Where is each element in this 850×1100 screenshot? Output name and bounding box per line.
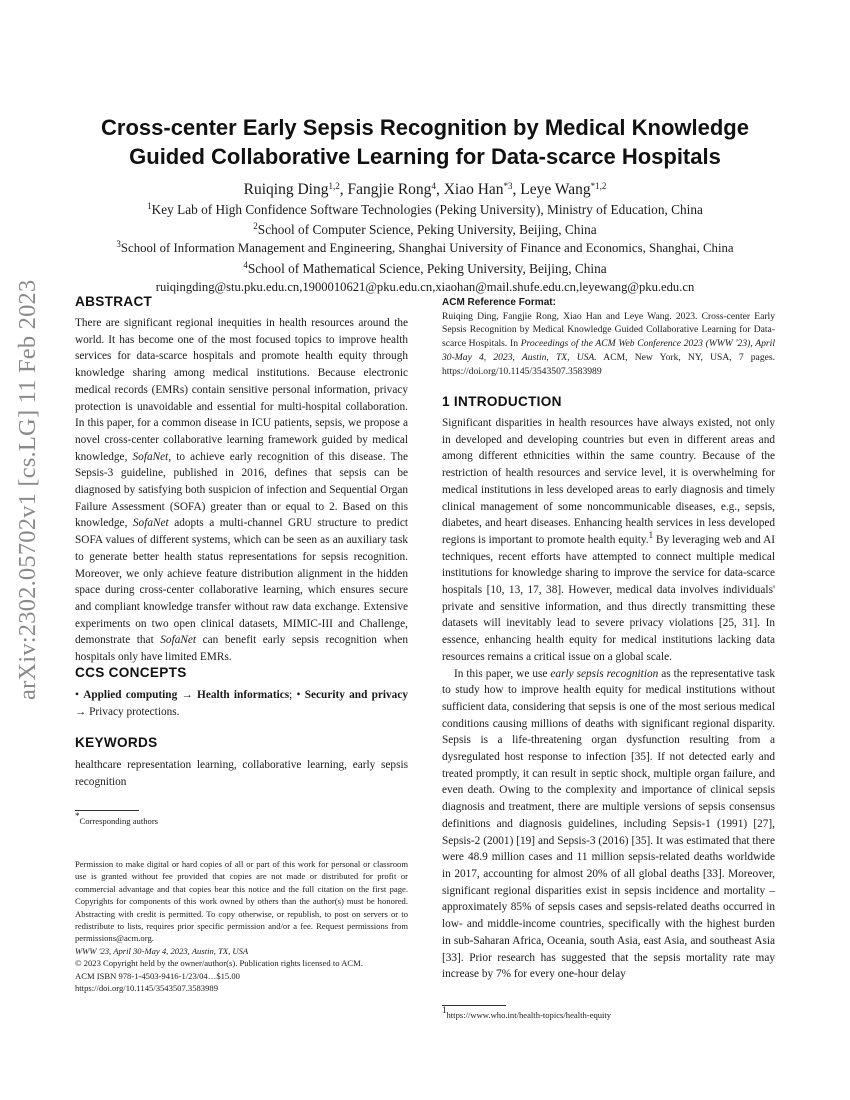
footnote-divider xyxy=(442,1005,506,1006)
ccs-term: Health informatics xyxy=(197,689,290,701)
abstract-part: adopts a multi-channel GRU structure to predict SOFA values of different systems, which can be seen as an auxiliary task to generate better health status representations for sepsis recognition. Moreover, we only achieve feature distribution alignment in the hidden space during cross-center collaborative learning, which ensures secure and compliant knowledge transfer without raw data exchange. Extensive experiments on two open clinical datasets, MIMIC-III and Challenge, demonstrate that xyxy=(75,517,409,647)
abstract-part: can benefit early sepsis recognition when hospitals only have limited EMRs. xyxy=(75,634,408,664)
author-affiliation-mark: 4 xyxy=(431,181,436,191)
author-name: Xiao Han xyxy=(443,181,504,198)
affiliation-text: School of Mathematical Science, Peking University, Beijing, China xyxy=(247,260,607,276)
url-footnote xyxy=(442,1005,775,1021)
affiliation-mark: 3 xyxy=(116,239,121,249)
author-separator: , xyxy=(339,181,348,198)
venue-line: WWW '23, April 30-May 4, 2023, Austin, TX, USA xyxy=(75,945,249,956)
affiliation xyxy=(75,200,775,220)
author-affiliation-mark: 1,2 xyxy=(328,181,340,191)
author-list xyxy=(75,180,775,200)
ccs-term: Applied computing xyxy=(83,689,178,701)
affiliation-mark: 2 xyxy=(253,220,258,231)
task-name: early sepsis recognition xyxy=(550,667,659,680)
paper-title xyxy=(75,113,775,171)
corresponding-footnote xyxy=(75,811,408,827)
author-affiliation-mark: *1,2 xyxy=(590,181,607,191)
intro-part: as the representative task to study how to improve health equity for medical institutions without sufficient data, considering that sepsis is one of the most serious medical conditions causing millions of deaths with significant regional disparity. Sepsis is a life-threatening organ dysfunction resulting from a dysregulated host response to infection [35]. If not detected early and treated promptly, it can result in septic shock, multiple organ failure, and even death. Owing to the complexity and importance of clinical sepsis diagnosis and treatment, there are multiple versions of sepsis consensus definitions and diagnosis guidelines, including Sepsis-1 (1991) [27], Sepsis-2 (2001) [19] and Sepsis-3 (2016) [35]. It was estimated that there were 48.9 million cases and 11 million sepsis-related deaths worldwide in 2017, accounting for almost 20% of all global deaths [33]. Moreover, significant regional disparities exist in sepsis incidence and mortality – approximately 85% of sepsis cases and sepsis-related deaths occurred in low- and middle-income countries, specifically with the highest burden in sub-Saharan Africa, Oceania, south Asia, east Asia, and southeast Asia [33]. Prior research has suggested that the sepsis mortality rate may increase by 7% for every one-hour delay xyxy=(442,667,776,981)
permission-block xyxy=(75,858,408,994)
author-name: Ruiqing Ding xyxy=(243,181,329,198)
reference-part: Ruiqing Ding, Fangjie Rong, Xiao Han and Leye Wang. 2023. Cross-center Early Sepsis Recognition by Medical Knowledge Guided Collaborative Learning for Data-scarce Hospitals. In xyxy=(442,310,775,350)
author-name: Leye Wang xyxy=(520,181,591,198)
footnote-text: Corresponding authors xyxy=(79,816,159,826)
affiliation-mark: 1 xyxy=(147,201,152,211)
model-name: SofaNet xyxy=(160,634,197,647)
abstract-text xyxy=(75,315,408,666)
ccs-concepts-section xyxy=(75,664,408,720)
author-separator: , xyxy=(512,181,521,198)
abstract-part: , to achieve early recognition of this disease. The Sepsis-3 guideline, published in 2016, defines that sepsis can be diagnosed by satisfying both suspicion of infection and Sequential Organ Failure Assessment (SOFA) greater than or equal to 2. Based on this knowledge, xyxy=(75,450,409,530)
footnote-divider xyxy=(75,810,139,811)
ccs-separator: ; • xyxy=(289,689,305,701)
isbn-line: ACM ISBN 978-1-4503-9416-1/23/04…$15.00 xyxy=(75,970,240,981)
abstract-heading: ABSTRACT xyxy=(75,294,153,309)
affiliation xyxy=(75,220,775,240)
affiliation-text: Key Lab of High Confidence Software Technologies (Peking University), Ministry of Education, China xyxy=(151,202,703,217)
footnote-url[interactable]: https://www.who.int/health-topics/health-equity xyxy=(446,1010,612,1020)
intro-paragraph-1 xyxy=(442,415,775,666)
title-line-2: Guided Collaborative Learning for Data-scarce Hospitals xyxy=(129,144,721,169)
ccs-heading: CCS CONCEPTS xyxy=(75,665,187,680)
author-emails: ruiqingding@stu.pku.edu.cn,1900010621@pku.edu.cn,xiaohan@mail.shufe.edu.cn,leyewang@pku.edu.cn xyxy=(155,280,695,294)
doi-link[interactable]: https://doi.org/10.1145/3543507.3583989 xyxy=(75,983,218,994)
abstract-section xyxy=(75,293,408,666)
intro-paragraph-2 xyxy=(442,666,775,983)
keywords-text: healthcare representation learning, collaborative learning, early sepsis recognition xyxy=(75,759,408,788)
introduction-section xyxy=(442,393,775,983)
author-separator: , xyxy=(435,181,444,198)
keywords-heading: KEYWORDS xyxy=(75,735,158,750)
copyright-line: © 2023 Copyright held by the owner/author(s). Publication rights licensed to ACM. xyxy=(75,958,363,969)
affiliation-text: School of Computer Science, Peking University, Beijing, China xyxy=(257,221,597,237)
acm-reference-format xyxy=(442,296,775,378)
model-name: SofaNet xyxy=(132,450,169,463)
title-line-1: Cross-center Early Sepsis Recognition by Medical Knowledge xyxy=(101,115,749,140)
ccs-arrow: → xyxy=(75,705,90,718)
affiliation-mark: 4 xyxy=(243,259,248,270)
affiliation-text: School of Information Management and Engineering, Shanghai University of Finance and Economics, Shanghai, China xyxy=(120,241,734,255)
footnote-mark: 1 xyxy=(648,529,654,540)
author-name: Fangjie Rong xyxy=(347,181,432,198)
intro-part: By leveraging web and AI techniques, recent efforts have attempted to connect multiple medical institutions for knowledge sharing to improve the service for data-scarce hospitals [10, 13, 17, 38]. However, medical data involves individuals' private and sensitive information, and thus directly transmitting these datasets will inevitably lead to severe privacy violations [25, 31]. In essence, enhancing health equity for medical institutions lacking data resources remains a critical issue on a global scale. xyxy=(442,533,775,663)
model-name: SofaNet xyxy=(132,517,169,530)
acm-reference-text xyxy=(442,310,775,379)
affiliation-list xyxy=(75,200,775,298)
footnote-mark: * xyxy=(75,811,80,821)
author-affiliation-mark: *3 xyxy=(503,181,513,191)
bullet: • xyxy=(75,689,84,701)
permission-text: Permission to make digital or hard copies of all or part of this work for personal or classroom use is granted without fee provided that copies are not made or distributed for profit or commercial advantage and that copies bear this notice and the full citation on the first page. Copyrights for components of this work owned by others than the author(s) must be honored. Abstracting with credit is permitted. To copy otherwise, or republish, to post on servers or to redistribute to lists, requires prior specific permission and/or a fee. Request permissions from permissions@acm.org. xyxy=(75,859,408,944)
intro-part: Significant disparities in health resources have always existed, not only in developed and developing countries but even in different areas and among different ethnicities within the same country. Because of the restriction of health resources and service level, it is overwhelming for medical institutions in less developed areas to early diagnosis and timely clinical management of some noncommunicable diseases, e.g., sepsis, diabetes, and heart diseases. Enhancing health services in less developed regions is important to promote health equity. xyxy=(442,417,775,546)
affiliation xyxy=(75,239,775,259)
keywords-section xyxy=(75,734,408,790)
affiliation xyxy=(75,259,775,279)
reference-proceedings: Proceedings of the ACM Web Conference 2023 (WWW '23), April 30-May 4, 2023, Austin, TX, USA. xyxy=(442,338,775,363)
introduction-heading: 1 INTRODUCTION xyxy=(442,394,562,409)
intro-part: In this paper, we use xyxy=(454,667,551,680)
ccs-text xyxy=(75,687,408,720)
reference-part: ACM, New York, NY, USA, 7 pages. https://doi.org/10.1145/3543507.3583989 xyxy=(442,351,776,377)
ccs-term: Security and privacy xyxy=(304,689,408,701)
ccs-arrow: → xyxy=(177,689,198,701)
arxiv-identifier-stamp: arXiv:2302.05702v1 [cs.LG] 11 Feb 2023 xyxy=(14,279,41,700)
acm-reference-heading: ACM Reference Format: xyxy=(442,297,556,308)
abstract-part: There are significant regional inequities in health resources around the world. It has become one of the most focused topics to improve health services for data-scarce hospitals and promote health equity through knowledge sharing among medical institutions. Because electronic medical records (EMRs) contain sensitive personal information, privacy protection is unavoidable and essential for multi-hospital collaboration. In this paper, for a common disease in ICU patients, sepsis, we propose a novel cross-center collaborative learning framework guided by medical knowledge, xyxy=(75,317,408,463)
footnote-mark: 1 xyxy=(442,1005,447,1015)
ccs-term: Privacy protections. xyxy=(89,705,180,718)
